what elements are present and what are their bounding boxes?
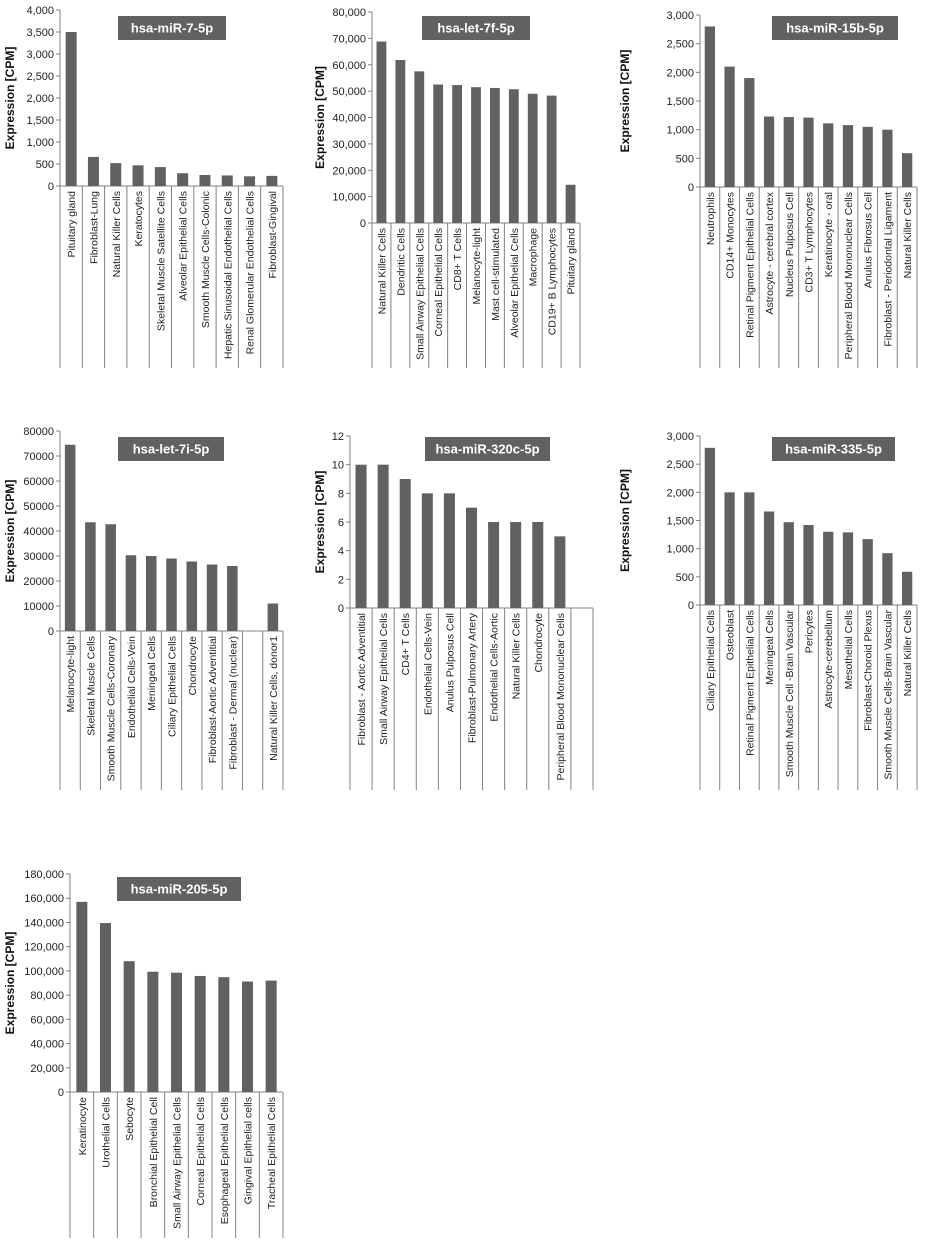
bar — [744, 492, 754, 605]
category-label: Endothelial Cells-Aortic — [488, 613, 501, 722]
y-tick-label: 80,000 — [332, 7, 366, 19]
chart-panel-7 — [0, 860, 305, 1246]
category-label: Peripheral Blood Mononuclear Cells — [554, 613, 567, 781]
y-tick-label: 180,000 — [24, 869, 64, 881]
bar — [105, 524, 116, 631]
category-label: Endothelial Cells-Vein — [422, 613, 435, 716]
bar — [266, 176, 277, 186]
y-tick-label: 2,500 — [666, 38, 694, 51]
chart-title: hsa-let-7f-5p — [437, 20, 515, 36]
bar — [863, 539, 873, 605]
y-tick-label: 500 — [675, 153, 694, 166]
category-label: Fibroblast - Periodontal Ligament — [882, 192, 895, 347]
bar — [147, 972, 158, 1092]
y-tick-label: 3,000 — [666, 10, 694, 22]
category-label: Smooth Muscle Cells-Brain Vascular — [882, 610, 895, 780]
bar — [155, 167, 166, 186]
y-tick-label: 500 — [35, 159, 54, 171]
category-label: Fibroblast - Dermal (nuclear) — [227, 636, 240, 770]
chart-title: hsa-miR-7-5p — [130, 20, 214, 36]
chart-svg — [0, 860, 305, 1246]
category-label: Meningeal Cells — [146, 636, 159, 711]
category-label: Chondrocyte — [186, 636, 199, 696]
category-label: Melanocyte-light — [471, 228, 483, 305]
category-label: Renal Glomerular Endothelial Cells — [244, 191, 257, 355]
bar — [509, 89, 519, 223]
bar — [471, 87, 481, 223]
category-label: Natural Killer Cells — [376, 228, 389, 315]
chart-svg — [310, 0, 615, 380]
bar — [784, 117, 794, 187]
bar — [395, 60, 405, 223]
category-label: Skeletal Muscle Satellite Cells — [155, 191, 168, 332]
y-tick-label: 10000 — [23, 601, 54, 613]
bar — [724, 67, 734, 187]
y-tick-label: 30,000 — [332, 138, 366, 151]
y-tick-label: 20,000 — [332, 165, 366, 178]
y-axis-title: Expression [CPM] — [3, 46, 17, 150]
y-tick-label: 3,500 — [26, 27, 54, 39]
y-tick-label: 100,000 — [24, 965, 64, 978]
category-label: CD3+ T Lymphocytes — [803, 192, 816, 293]
category-label: Fibroblast-Aortic Adventitial — [207, 636, 220, 764]
chart-panel-5 — [310, 420, 615, 800]
y-tick-label: 500 — [675, 571, 694, 584]
y-tick-label: 50,000 — [332, 86, 366, 99]
bar — [823, 123, 833, 187]
y-tick-label: 2,000 — [666, 67, 694, 80]
category-label: Keratinocyte — [76, 1097, 89, 1156]
bar — [268, 604, 279, 632]
chart-title: hsa-miR-335-5p — [785, 441, 882, 457]
bar — [133, 165, 144, 186]
y-tick-label: 60,000 — [332, 59, 366, 72]
bar — [744, 78, 754, 187]
category-label: Fibroblast-Gingival — [266, 191, 279, 279]
y-tick-label: 30000 — [23, 551, 54, 563]
category-label: Alveolar Epithelial Cells — [177, 191, 190, 301]
y-tick-label: 60000 — [23, 476, 54, 488]
category-label: CD8+ T Cells — [452, 228, 465, 291]
y-tick-label: 0 — [47, 181, 54, 193]
bar — [488, 522, 499, 608]
bar — [146, 556, 157, 631]
y-axis-title: Expression [CPM] — [313, 66, 327, 169]
chart-title: hsa-miR-205-5p — [130, 881, 228, 897]
category-label: Urothelial Cells — [100, 1097, 113, 1168]
category-label: Fibroblast-Pulmonary Artery — [466, 613, 479, 744]
bar — [547, 96, 557, 223]
y-tick-label: 1,000 — [666, 543, 694, 556]
category-label: Corneal Epithelial Cells — [433, 228, 446, 337]
category-label: Corneal Epithelial Cells — [195, 1097, 208, 1206]
y-tick-label: 50000 — [23, 501, 54, 513]
y-tick-label: 140,000 — [24, 917, 64, 930]
category-label: Retinal Pigment Epithelial Cells — [744, 192, 757, 338]
bar — [510, 522, 521, 608]
y-tick-label: 80000 — [23, 426, 54, 438]
bar — [724, 492, 734, 605]
y-tick-label: 1,500 — [666, 515, 694, 528]
category-label: Small Airway Epithelial Cells — [414, 228, 427, 360]
y-tick-label: 0 — [359, 218, 366, 230]
bar — [195, 976, 206, 1092]
bar — [227, 566, 238, 631]
category-label: Osteoblast — [724, 610, 737, 661]
chart-svg — [615, 420, 925, 800]
bar — [100, 923, 111, 1092]
category-label: Pituitary gland — [66, 191, 79, 258]
y-tick-label: 2,000 — [26, 93, 54, 105]
y-tick-label: 0 — [47, 626, 54, 638]
chart-panel-2 — [310, 0, 615, 380]
bar — [490, 88, 500, 223]
bar — [266, 981, 277, 1092]
category-label: Nucleus Pulposus Cell — [783, 192, 796, 298]
chart-svg — [0, 0, 305, 380]
bar — [88, 157, 99, 186]
category-label: Esophageal Epithelial Cells — [218, 1097, 231, 1225]
category-label: Neutrophils — [704, 192, 717, 246]
y-tick-label: 4 — [337, 545, 344, 558]
y-tick-label: 40000 — [23, 526, 54, 538]
bar — [222, 175, 233, 186]
category-label: Pituitary gland — [565, 228, 578, 295]
bar — [554, 536, 565, 608]
category-label: CD4+ T Cells — [400, 613, 413, 676]
bar — [177, 173, 188, 186]
category-label: Smooth Muscle Cell -Brain Vascular — [783, 610, 796, 778]
category-label: Chondrocyte — [532, 613, 545, 673]
y-tick-label: 0 — [337, 603, 344, 615]
bar — [85, 522, 96, 631]
category-label: Retinal Pigment Epithelial Cells — [744, 610, 757, 756]
bar — [378, 465, 389, 608]
chart-title: hsa-miR-15b-5p — [786, 20, 884, 36]
bar — [823, 532, 833, 605]
y-tick-label: 2,500 — [666, 459, 694, 472]
bar — [843, 125, 853, 187]
y-tick-label: 40,000 — [332, 112, 366, 125]
y-axis-title: Expression [CPM] — [3, 479, 17, 583]
category-label: Hepatic Sinusoidal Endothelial Cells — [222, 191, 235, 360]
bar — [902, 572, 912, 605]
category-label: Gingival Epithelial cells — [242, 1097, 255, 1205]
category-label: Fibroblast-Lung — [88, 191, 101, 264]
category-label: Fibroblast-Choroid Plexus — [862, 610, 875, 731]
category-label: Smooth Muscle Cells-Coronary — [105, 636, 118, 782]
chart-svg — [0, 420, 305, 800]
bar — [187, 562, 198, 632]
category-label: Natural Killer Cells — [110, 191, 123, 278]
category-label: Fibroblast - Aortic Adventitial — [356, 613, 369, 746]
bar — [433, 85, 443, 223]
bar — [803, 525, 813, 605]
category-label: Anulus Pulposus Cell — [444, 613, 457, 713]
bar — [882, 130, 892, 187]
y-tick-label: 40,000 — [30, 1038, 64, 1051]
bar — [126, 555, 137, 631]
category-label: CD14+ Monocytes — [724, 192, 737, 279]
y-tick-label: 10 — [331, 459, 344, 472]
category-label: Macrophage — [527, 228, 540, 287]
category-label: Astrocyte-cerebellum — [823, 610, 836, 709]
bar — [444, 493, 455, 608]
bar — [65, 445, 76, 631]
bar — [422, 493, 433, 608]
y-tick-label: 10,000 — [332, 191, 366, 204]
category-label: Meningeal Cells — [764, 610, 777, 685]
y-axis-title: Expression [CPM] — [313, 470, 327, 574]
y-tick-label: 0 — [687, 600, 694, 612]
y-tick-label: 70,000 — [332, 33, 366, 46]
y-tick-label: 2 — [337, 574, 344, 587]
bar — [466, 508, 477, 608]
y-tick-label: 1,500 — [666, 96, 694, 108]
category-label: Smooth Muscle Cells-Colonic — [199, 191, 212, 329]
y-axis-title: Expression [CPM] — [3, 931, 17, 1035]
category-label: Endothelial Cells-Vein — [125, 636, 138, 739]
category-label: Astrocyte - cerebral cortex — [764, 192, 777, 315]
bar — [843, 532, 853, 605]
category-label: Natural Killer Cells — [510, 613, 523, 700]
category-label: Mesothelial Cells — [842, 610, 855, 690]
chart-svg — [310, 420, 615, 800]
bar — [356, 465, 367, 608]
bar — [882, 553, 892, 605]
bar — [400, 479, 411, 608]
bar — [207, 565, 218, 632]
y-tick-label: 4,000 — [26, 5, 54, 17]
category-label: Sebocyte — [124, 1097, 137, 1141]
bar — [218, 977, 229, 1092]
bar — [171, 973, 182, 1092]
bar — [705, 26, 715, 187]
bar — [705, 448, 715, 605]
y-tick-label: 0 — [687, 182, 694, 194]
category-label: Small Airway Epithelial Cells — [378, 613, 391, 745]
y-tick-label: 70000 — [23, 451, 54, 463]
y-tick-label: 3,000 — [26, 49, 54, 61]
category-label: Small Airway Epithelial Cells — [171, 1097, 184, 1229]
category-label: Natural Killer Cells — [902, 610, 915, 697]
bar — [532, 522, 543, 608]
y-tick-label: 120,000 — [24, 941, 64, 954]
y-tick-label: 2,000 — [666, 487, 694, 500]
category-label: Tracheal Epithelial Cells — [266, 1097, 279, 1210]
bar — [764, 116, 774, 187]
y-tick-label: 20000 — [23, 576, 54, 588]
bar — [76, 902, 87, 1092]
chart-svg — [615, 0, 925, 380]
category-label: Bronchial Epithelial Cell — [147, 1097, 160, 1208]
category-label: Keratinocyte - oral — [823, 192, 836, 278]
bar — [902, 153, 912, 187]
bar — [414, 71, 424, 223]
chart-panel-4 — [0, 420, 305, 800]
y-tick-label: 3,000 — [666, 431, 694, 443]
category-label: Skeletal Muscle Cells — [85, 636, 98, 736]
bar — [199, 175, 210, 186]
category-label: Pericytes — [803, 610, 816, 654]
bar — [124, 961, 135, 1092]
chart-panel-6 — [615, 420, 925, 800]
bar — [377, 42, 387, 223]
y-axis-title: Expression [CPM] — [618, 469, 632, 572]
y-tick-label: 8 — [337, 488, 344, 501]
y-tick-label: 1,000 — [26, 137, 54, 149]
bar — [110, 163, 121, 186]
y-tick-label: 60,000 — [30, 1014, 64, 1027]
category-label: Dendritic Cells — [395, 228, 408, 296]
y-axis-title: Expression [CPM] — [618, 49, 632, 153]
category-label: Natural Killer Cells — [902, 192, 915, 279]
category-label: Keratocytes — [133, 191, 146, 247]
category-label: Anulus Fibrosus Cell — [862, 192, 875, 289]
y-tick-label: 160,000 — [24, 893, 64, 906]
y-tick-label: 80,000 — [30, 990, 64, 1003]
category-label: Ciliary Epithelial Cells — [704, 610, 717, 711]
y-tick-label: 1,500 — [26, 115, 54, 127]
bar — [66, 32, 77, 186]
bar — [452, 85, 462, 223]
y-tick-label: 6 — [337, 517, 344, 529]
y-tick-label: 20,000 — [30, 1062, 64, 1075]
chart-panel-3 — [615, 0, 925, 380]
bar — [784, 522, 794, 605]
bar — [244, 176, 255, 186]
chart-title: hsa-miR-320c-5p — [435, 441, 540, 457]
category-label: Alveolar Epithelial Cells — [508, 228, 521, 338]
category-label: Natural Killer Cells, donor1 — [267, 636, 280, 761]
category-label: Mast cell-stimulated — [489, 228, 502, 321]
bar — [803, 118, 813, 187]
chart-title: hsa-let-7i-5p — [132, 441, 210, 457]
bar — [764, 511, 774, 605]
category-label: Melanocyte-light — [65, 636, 78, 713]
bar — [166, 559, 177, 632]
chart-panel-1 — [0, 0, 305, 380]
y-tick-label: 0 — [57, 1087, 64, 1099]
y-tick-label: 1,000 — [666, 124, 694, 137]
category-label: Ciliary Epithelial Cells — [166, 636, 179, 737]
category-label: CD19+ B Lymphocytes — [546, 228, 559, 336]
bar — [242, 982, 253, 1092]
bar — [566, 185, 576, 223]
bar — [863, 127, 873, 187]
y-tick-label: 2,500 — [26, 71, 54, 83]
bar — [528, 94, 538, 223]
category-label: Peripheral Blood Mononuclear Cells — [842, 192, 855, 360]
y-tick-label: 12 — [331, 431, 344, 443]
